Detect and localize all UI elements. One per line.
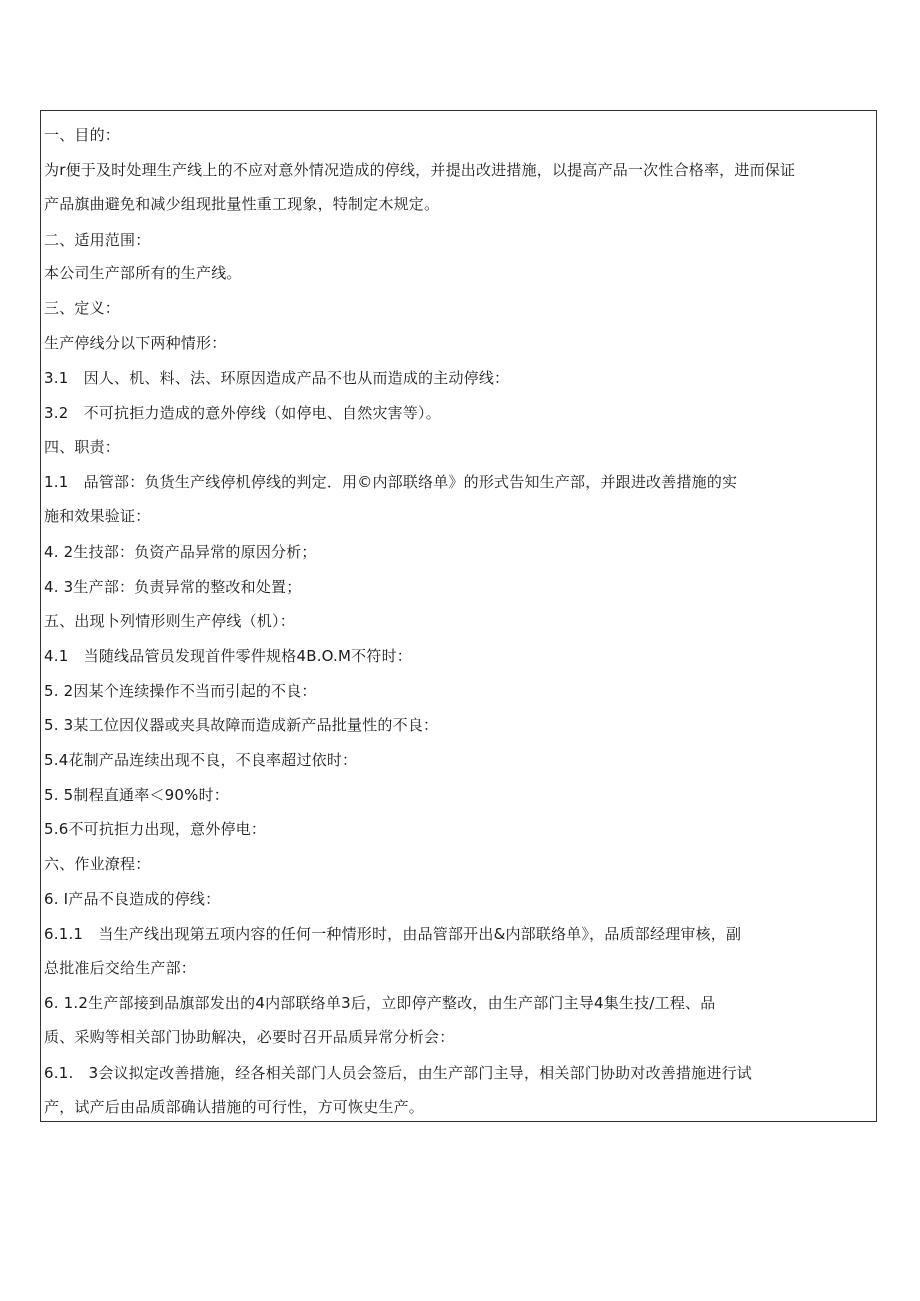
section-3-heading: 三、定义： [44,299,121,317]
item-4-1-line-1: 1.1 品管部：负货生产线停机停线的判定．用©内部联络单》的形式告知生产部，并跟进改善措施的实 [44,473,738,491]
item-4-1-line-2: 施和效果验证： [44,507,151,525]
item-6-1-3-line-2: 产，试产后由品质部确认措施的可行性，方可恢史生产。 [44,1098,425,1116]
item-5-3: 5. 3某工位因仪器或夹具故障而造成新产品批量性的不良： [44,716,439,734]
section-1-text-line-2: 产品旗曲避免和减少组现批量性重工现象，特制定木规定。 [44,195,440,213]
item-3-1: 3.1 因人、机、料、法、环原因造成产品不也从而造成的主动停线： [44,369,510,387]
item-6-1-1-line-1: 6.1.1 当生产线出现第五项内容的任何一种情形时，由品管部开出&内部联络单》，品质部经理审核，副 [44,925,742,943]
section-1-text-line-1: 为r便于及时处理生产线上的不应对意外情况造成的停线，并提出改进措施，以提高产品一次性合格率，进而保证 [44,161,796,179]
item-6-1-1-line-2: 总批准后交给生产部： [44,959,197,977]
item-6-1: 6. I产品不良造成的停线： [44,890,221,908]
item-5-5: 5. 5制程直通率＜90%时： [44,786,229,804]
section-6-heading: 六、作业潦程： [44,855,151,873]
item-4-3: 4. 3生产部：负责异常的整改和处置； [44,578,302,596]
item-3-2: 3.2 不可抗拒力造成的意外停线（如停电、自然灾害等）。 [44,404,441,422]
section-2-heading: 二、适用范围： [44,231,151,249]
item-6-1-3-line-1: 6.1. 3会议拟定改善措施，经各相关部门人员会签后，由生产部门主导，相关部门协助对改善措施进行试 [44,1064,752,1082]
item-5-4: 5.4花制产品连续出现不良，不良率超过依时： [44,751,358,769]
item-6-1-2-line-2: 质、采购等相关部门协助解决，必要时召开品质异常分析会： [44,1028,455,1046]
section-3-intro: 生产停线分以下两种情形： [44,334,227,352]
item-5-2: 5. 2因某个连续操作不当而引起的不良： [44,682,317,700]
section-1-heading: 一、目的： [44,126,121,144]
section-2-text: 本公司生产部所有的生产线。 [44,264,242,282]
item-4-2: 4. 2生技部：负资产品异常的原因分析； [44,543,317,561]
item-5-6: 5.6不可抗拒力出现，意外停电： [44,820,267,838]
item-5-1: 4.1 当随线品管员发现首件零件规格4B.O.M不符时： [44,647,412,665]
section-5-heading: 五、出现卜列情形则生产停线（机）： [44,612,295,630]
item-6-1-2-line-1: 6. 1.2生产部接到品旗部发出的4内部联络单3后，立即停产整改，由生产部门主导4集生技/工程、品 [44,994,716,1012]
section-4-heading: 四、职责： [44,438,121,456]
